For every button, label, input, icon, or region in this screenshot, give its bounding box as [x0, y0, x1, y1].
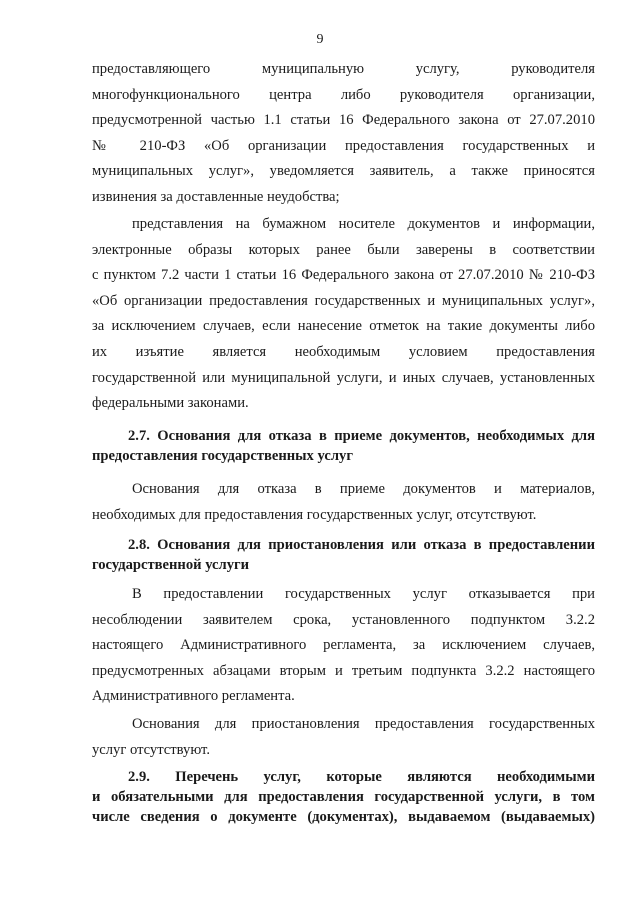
paragraph-continuation [92, 57, 595, 211]
text-line: их изъятие является необходимым условием предоставления [92, 343, 595, 360]
heading-line: числе сведения о документе (документах), выдаваемом (выдаваемых) [92, 809, 595, 825]
text-line: предусмотренных абзацами вторым и третьим подпункта 3.2.2 настоящего [92, 662, 595, 679]
heading-line: 2.9. Перечень услуг, которые являются необходимыми [128, 769, 595, 785]
text-line: Административного регламента. [92, 688, 295, 705]
text-line: необходимых для предоставления государственных услуг, отсутствуют. [92, 506, 537, 523]
text-line: представления на бумажном носителе документов и информации, [132, 216, 595, 232]
text-line: услуг отсутствуют. [92, 741, 210, 758]
text-line: Основания для приостановления предоставления государственных [132, 716, 595, 732]
paragraph-2-7 [92, 477, 595, 528]
paragraph-2-8-refusal [92, 582, 595, 710]
heading-line: государственной услуги [92, 557, 250, 573]
text-line: электронные образы которых ранее были заверены в соответствии [92, 241, 595, 258]
text-line: предоставляющего муниципальную услугу, руководителя [92, 61, 595, 77]
text-line: за исключением случаев, если нанесение отметок на такие документы либо [92, 318, 595, 335]
text-line: настоящего Административного регламента, за исключением случаев, [92, 637, 595, 654]
text-line: несоблюдении заявителем срока, установленного подпунктом 3.2.2 [92, 611, 595, 628]
text-line: федеральными законами. [92, 395, 249, 412]
page-number: 9 [316, 32, 324, 47]
section-heading-2-8 [92, 535, 595, 575]
text-line: № 210-ФЗ «Об организации предоставления государственных и [92, 137, 595, 154]
paragraph-electronic-images [92, 212, 595, 417]
text-line: многофункционального центра либо руководителя организации, [92, 86, 595, 103]
text-line: извинения за доставленные неудобства; [92, 188, 340, 205]
text-line: с пунктом 7.2 части 1 статьи 16 Федерального закона от 27.07.2010 № 210-ФЗ [92, 267, 595, 284]
heading-line: предоставления государственных услуг [92, 448, 353, 464]
heading-line: 2.8. Основания для приостановления или отказа в предоставлении [128, 537, 595, 553]
text-line: В предоставлении государственных услуг отказывается при [132, 586, 595, 602]
text-line: Основания для отказа в приеме документов и материалов, [132, 481, 595, 497]
heading-line: 2.7. Основания для отказа в приеме документов, необходимых для [128, 428, 595, 444]
section-heading-2-9 [92, 767, 595, 827]
text-line: предусмотренной частью 1.1 статьи 16 Федерального закона от 27.07.2010 [92, 112, 595, 129]
section-heading-2-7 [92, 426, 595, 466]
text-line: муниципальных услуг», уведомляется заявитель, а также приносятся [92, 163, 595, 180]
heading-line: и обязательными для предоставления государственной услуги, в том [92, 789, 595, 805]
paragraph-2-8-suspension [92, 712, 595, 763]
text-line: «Об организации предоставления государственных и муниципальных услуг», [92, 292, 595, 309]
text-line: государственной или муниципальной услуги, и иных случаев, установленных [92, 369, 595, 386]
